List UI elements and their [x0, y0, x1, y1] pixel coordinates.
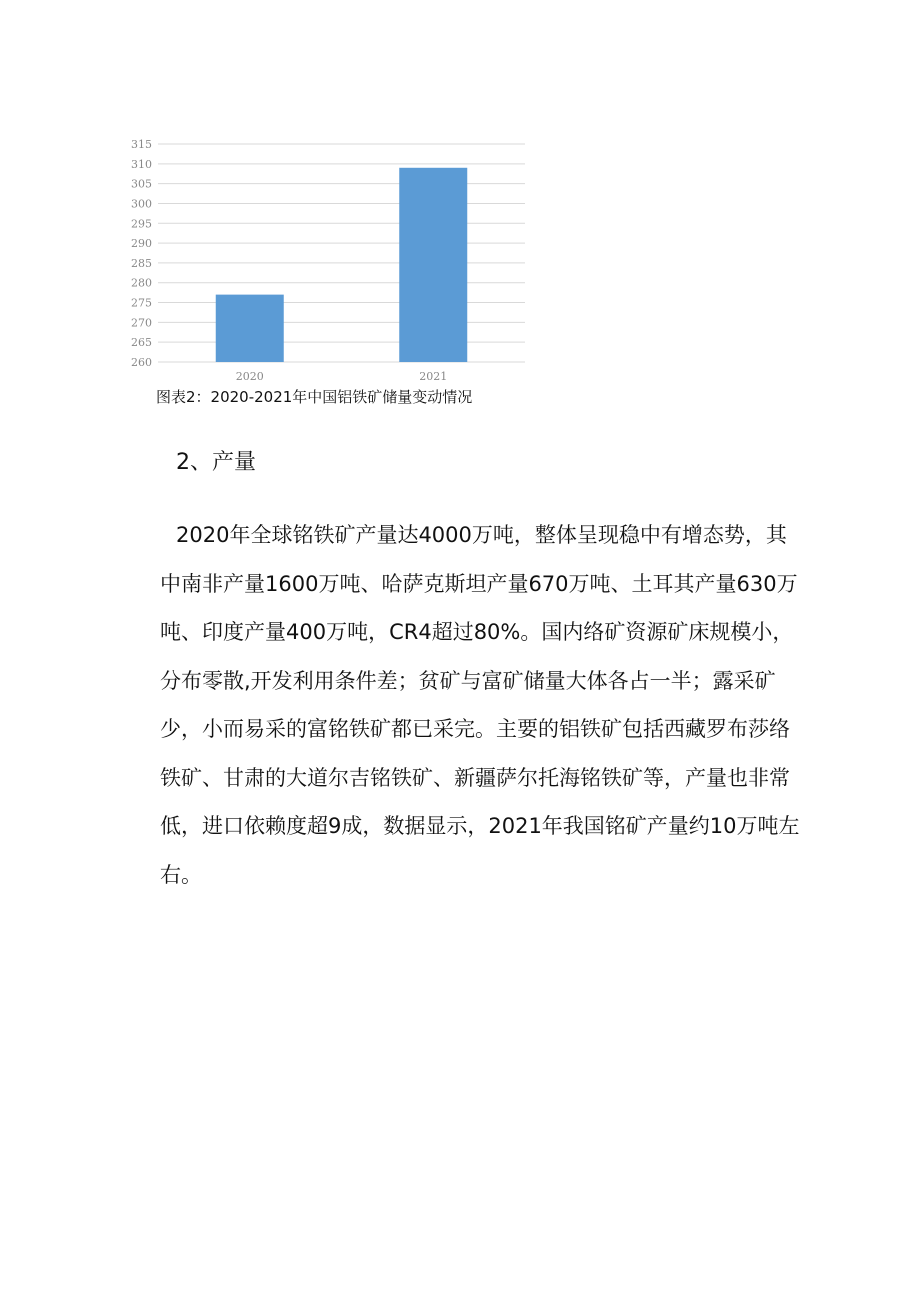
- y-tick-label: 260: [131, 356, 152, 369]
- y-tick-label: 280: [131, 276, 152, 290]
- y-tick-label: 305: [131, 177, 152, 191]
- y-tick-label: 270: [131, 316, 152, 330]
- y-tick-label: 300: [131, 197, 152, 211]
- chart-canvas: [120, 128, 540, 388]
- x-tick-label: 2020: [235, 370, 264, 383]
- y-tick-label: 315: [131, 138, 152, 151]
- y-tick-label: 265: [131, 336, 152, 350]
- section-heading: 2、产量: [176, 450, 256, 475]
- y-tick-label: 295: [131, 217, 152, 231]
- y-tick-label: 310: [131, 157, 152, 171]
- y-tick-label: 290: [131, 237, 152, 251]
- chart-caption: 图表2：2020-2021年中国铝铁矿储量变动情况: [156, 388, 473, 406]
- y-tick-label: 275: [131, 296, 152, 310]
- y-tick-label: 285: [131, 256, 152, 270]
- x-tick-label: 2021: [419, 370, 448, 383]
- bar-2021: [399, 168, 467, 362]
- reserve-bar-chart: [120, 128, 540, 388]
- bar-2020: [216, 295, 284, 362]
- body-paragraph: 2020年全球铭铁矿产量达4000万吨，整体呈现稳中有增态势，其中南非产量1600万吨、哈萨克斯坦产量670万吨、土耳其产量630万吨、印度产量400万吨，CR4超过80%。国内络矿资源矿床规模小，分布零散,开发利用条件差；贫矿与富矿储量大体各占一半；露采矿少，小而易采的富铭铁矿都已采完。主要的铝铁矿包括西藏罗布莎络铁矿、甘肃的大道尔吉铭铁矿、新疆萨尔托海铭铁矿等，产量也非常低，进口依赖度超9成，数据显示，2021年我国铭矿产量约10万吨左右。: [160, 523, 800, 887]
